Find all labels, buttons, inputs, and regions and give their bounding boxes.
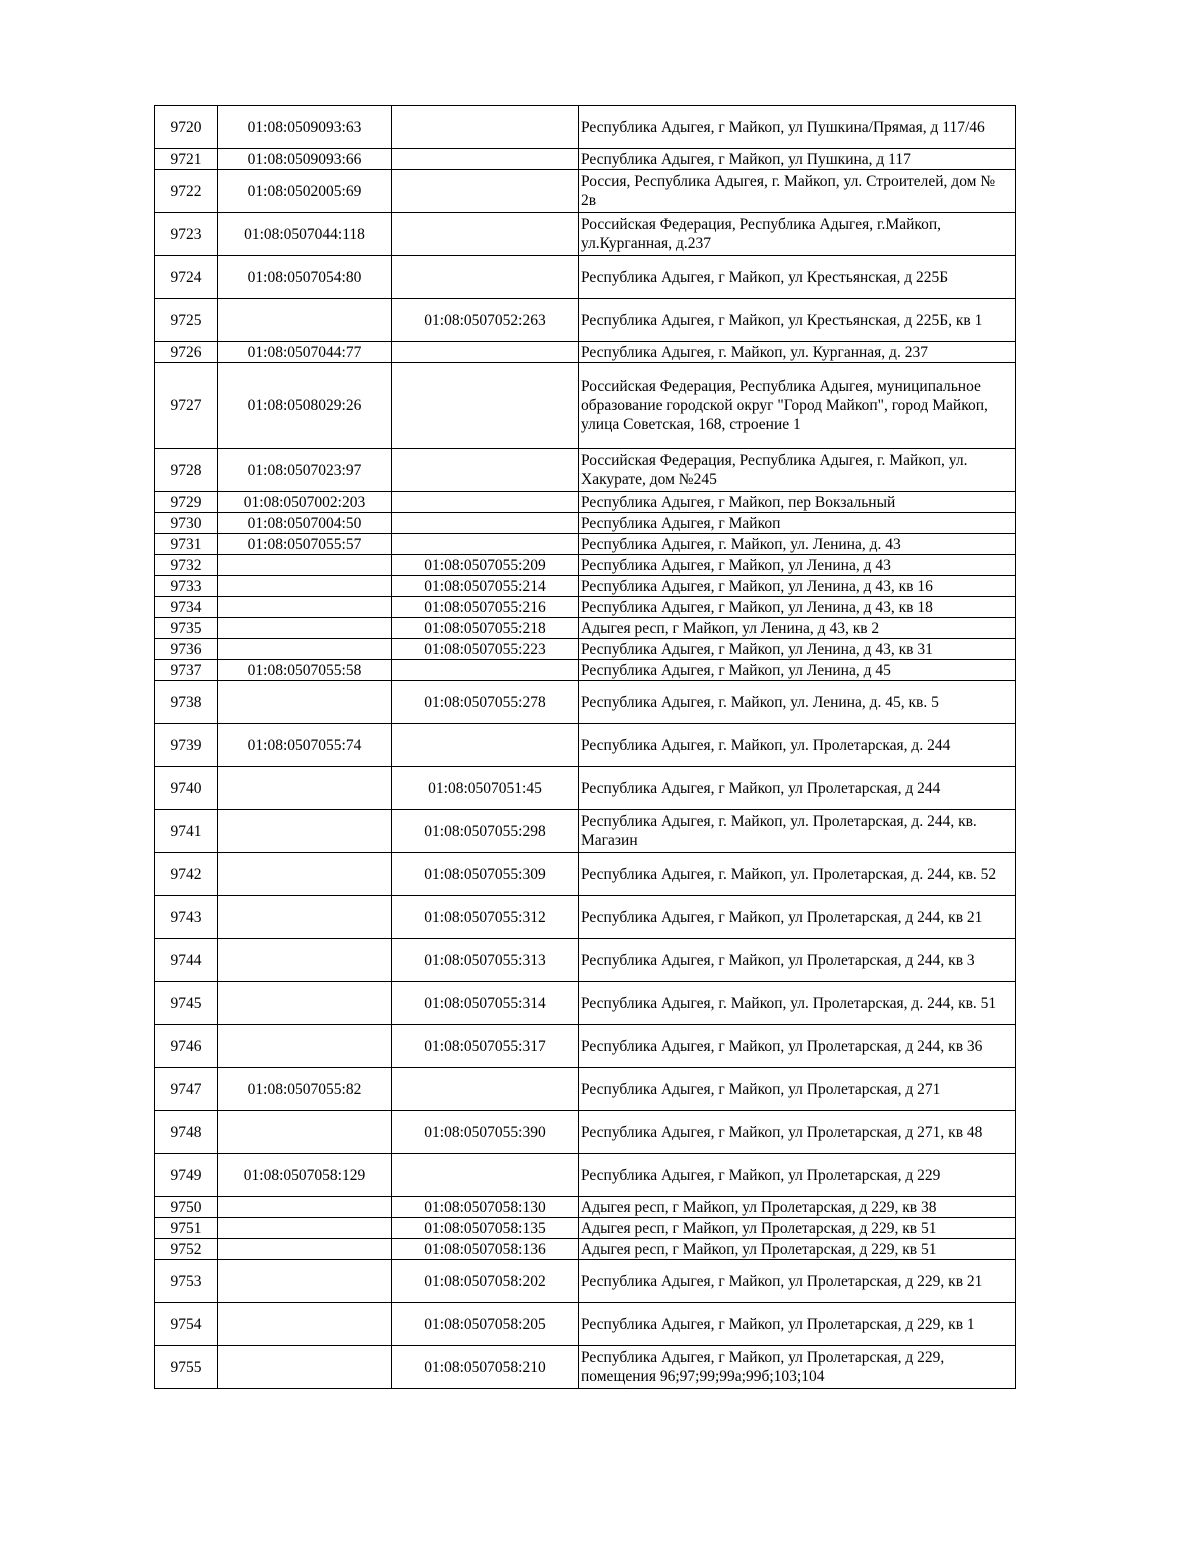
row-number-cell: 9734 [155, 597, 218, 618]
table-row [155, 681, 1016, 724]
table-row [155, 1111, 1016, 1154]
cadastral-number-cell [218, 853, 392, 896]
cadastral-number-cell: 01:08:0507055:82 [218, 1068, 392, 1111]
premises-cadastral-number-cell [392, 170, 579, 213]
table-row [155, 896, 1016, 939]
row-number-cell: 9737 [155, 660, 218, 681]
table-row [155, 724, 1016, 767]
address-cell: Республика Адыгея, г Майкоп, ул Пролетарская, д 244, кв 3 [579, 939, 1016, 982]
row-number-cell: 9740 [155, 767, 218, 810]
row-number-cell: 9745 [155, 982, 218, 1025]
premises-cadastral-number-cell [392, 149, 579, 170]
address-cell: Российская Федерация, Республика Адыгея, г. Майкоп, ул. Хакурате, дом №245 [579, 449, 1016, 492]
cadastral-number-cell: 01:08:0507054:80 [218, 256, 392, 299]
premises-cadastral-number-cell: 01:08:0507055:317 [392, 1025, 579, 1068]
premises-cadastral-number-cell: 01:08:0507055:218 [392, 618, 579, 639]
table-row [155, 1025, 1016, 1068]
premises-cadastral-number-cell: 01:08:0507058:210 [392, 1346, 579, 1389]
table-row [155, 449, 1016, 492]
address-cell: Российская Федерация, Республика Адыгея, г.Майкоп, ул.Курганная, д.237 [579, 213, 1016, 256]
address-cell: Республика Адыгея, г Майкоп, ул Пролетарская, д 244, кв 21 [579, 896, 1016, 939]
cadastral-number-cell: 01:08:0508029:26 [218, 363, 392, 449]
table-row [155, 810, 1016, 853]
address-cell: Республика Адыгея, г Майкоп, ул Пушкина, д 117 [579, 149, 1016, 170]
table-row [155, 1303, 1016, 1346]
cadastral-table [154, 105, 1016, 1389]
row-number-cell: 9723 [155, 213, 218, 256]
address-cell: Республика Адыгея, г Майкоп, ул Пролетарская, д 244 [579, 767, 1016, 810]
row-number-cell: 9747 [155, 1068, 218, 1111]
address-cell: Республика Адыгея, г Майкоп, ул Ленина, д 43, кв 16 [579, 576, 1016, 597]
premises-cadastral-number-cell: 01:08:0507055:313 [392, 939, 579, 982]
table-row [155, 534, 1016, 555]
row-number-cell: 9721 [155, 149, 218, 170]
row-number-cell: 9738 [155, 681, 218, 724]
table-row [155, 767, 1016, 810]
premises-cadastral-number-cell: 01:08:0507058:136 [392, 1239, 579, 1260]
cadastral-number-cell: 01:08:0507004:50 [218, 513, 392, 534]
premises-cadastral-number-cell [392, 256, 579, 299]
table-row [155, 1218, 1016, 1239]
row-number-cell: 9744 [155, 939, 218, 982]
cadastral-number-cell [218, 597, 392, 618]
table-row [155, 170, 1016, 213]
address-cell: Адыгея респ, г Майкоп, ул Пролетарская, д 229, кв 38 [579, 1197, 1016, 1218]
cadastral-number-cell [218, 810, 392, 853]
premises-cadastral-number-cell [392, 106, 579, 149]
address-cell: Республика Адыгея, г Майкоп, ул Пролетарская, д 244, кв 36 [579, 1025, 1016, 1068]
row-number-cell: 9751 [155, 1218, 218, 1239]
cadastral-number-cell: 01:08:0507044:118 [218, 213, 392, 256]
row-number-cell: 9736 [155, 639, 218, 660]
address-cell: Адыгея респ, г Майкоп, ул Пролетарская, д 229, кв 51 [579, 1218, 1016, 1239]
cadastral-number-cell: 01:08:0507058:129 [218, 1154, 392, 1197]
table-row [155, 1346, 1016, 1389]
table-row [155, 853, 1016, 896]
cadastral-number-cell [218, 767, 392, 810]
row-number-cell: 9748 [155, 1111, 218, 1154]
cadastral-number-cell [218, 555, 392, 576]
cadastral-number-cell [218, 1260, 392, 1303]
table-row [155, 639, 1016, 660]
row-number-cell: 9732 [155, 555, 218, 576]
premises-cadastral-number-cell: 01:08:0507055:209 [392, 555, 579, 576]
address-cell: Республика Адыгея, г. Майкоп, ул. Пролетарская, д. 244, кв. Магазин [579, 810, 1016, 853]
row-number-cell: 9741 [155, 810, 218, 853]
address-cell: Республика Адыгея, г Майкоп, пер Вокзальный [579, 492, 1016, 513]
table-row [155, 597, 1016, 618]
address-cell: Республика Адыгея, г. Майкоп, ул. Курганная, д. 237 [579, 342, 1016, 363]
row-number-cell: 9742 [155, 853, 218, 896]
table-row [155, 576, 1016, 597]
address-cell: Республика Адыгея, г Майкоп [579, 513, 1016, 534]
address-cell: Республика Адыгея, г Майкоп, ул Пролетарская, д 271 [579, 1068, 1016, 1111]
row-number-cell: 9750 [155, 1197, 218, 1218]
row-number-cell: 9735 [155, 618, 218, 639]
cadastral-number-cell: 01:08:0507002:203 [218, 492, 392, 513]
table-row [155, 1260, 1016, 1303]
address-cell: Адыгея респ, г Майкоп, ул Ленина, д 43, кв 2 [579, 618, 1016, 639]
address-cell: Республика Адыгея, г Майкоп, ул Ленина, д 45 [579, 660, 1016, 681]
premises-cadastral-number-cell [392, 513, 579, 534]
premises-cadastral-number-cell [392, 1154, 579, 1197]
cadastral-number-cell: 01:08:0507055:74 [218, 724, 392, 767]
row-number-cell: 9724 [155, 256, 218, 299]
cadastral-number-cell [218, 896, 392, 939]
address-cell: Российская Федерация, Республика Адыгея, муниципальное образование городской округ "Город Майкоп", город Майкоп, улица Советская, 168, строение 1 [579, 363, 1016, 449]
cadastral-number-cell: 01:08:0509093:66 [218, 149, 392, 170]
premises-cadastral-number-cell [392, 492, 579, 513]
row-number-cell: 9728 [155, 449, 218, 492]
premises-cadastral-number-cell [392, 449, 579, 492]
row-number-cell: 9730 [155, 513, 218, 534]
cadastral-number-cell: 01:08:0507044:77 [218, 342, 392, 363]
table-row [155, 660, 1016, 681]
premises-cadastral-number-cell: 01:08:0507055:223 [392, 639, 579, 660]
cadastral-number-cell [218, 576, 392, 597]
premises-cadastral-number-cell: 01:08:0507055:314 [392, 982, 579, 1025]
premises-cadastral-number-cell: 01:08:0507058:202 [392, 1260, 579, 1303]
table-row [155, 342, 1016, 363]
premises-cadastral-number-cell [392, 724, 579, 767]
cadastral-number-cell: 01:08:0507055:57 [218, 534, 392, 555]
table-row [155, 149, 1016, 170]
premises-cadastral-number-cell: 01:08:0507051:45 [392, 767, 579, 810]
premises-cadastral-number-cell: 01:08:0507055:216 [392, 597, 579, 618]
table-row [155, 982, 1016, 1025]
cadastral-number-cell [218, 681, 392, 724]
premises-cadastral-number-cell [392, 534, 579, 555]
row-number-cell: 9725 [155, 299, 218, 342]
cadastral-number-cell [218, 299, 392, 342]
table-row [155, 1197, 1016, 1218]
row-number-cell: 9752 [155, 1239, 218, 1260]
address-cell: Республика Адыгея, г. Майкоп, ул. Пролетарская, д. 244 [579, 724, 1016, 767]
premises-cadastral-number-cell [392, 363, 579, 449]
premises-cadastral-number-cell: 01:08:0507055:312 [392, 896, 579, 939]
address-cell: Республика Адыгея, г. Майкоп, ул. Ленина, д. 43 [579, 534, 1016, 555]
cadastral-number-cell [218, 618, 392, 639]
row-number-cell: 9749 [155, 1154, 218, 1197]
cadastral-number-cell [218, 1346, 392, 1389]
address-cell: Республика Адыгея, г Майкоп, ул Пролетарская, д 229 [579, 1154, 1016, 1197]
address-cell: Республика Адыгея, г Майкоп, ул Крестьянская, д 225Б [579, 256, 1016, 299]
premises-cadastral-number-cell [392, 1068, 579, 1111]
address-cell: Республика Адыгея, г Майкоп, ул Пролетарская, д 229, кв 1 [579, 1303, 1016, 1346]
address-cell: Адыгея респ, г Майкоп, ул Пролетарская, д 229, кв 51 [579, 1239, 1016, 1260]
table-row [155, 1154, 1016, 1197]
table-row [155, 618, 1016, 639]
premises-cadastral-number-cell: 01:08:0507055:309 [392, 853, 579, 896]
row-number-cell: 9755 [155, 1346, 218, 1389]
row-number-cell: 9727 [155, 363, 218, 449]
table-row [155, 363, 1016, 449]
table-body [155, 106, 1016, 1389]
row-number-cell: 9722 [155, 170, 218, 213]
cadastral-number-cell [218, 939, 392, 982]
row-number-cell: 9753 [155, 1260, 218, 1303]
table-row [155, 106, 1016, 149]
premises-cadastral-number-cell: 01:08:0507058:135 [392, 1218, 579, 1239]
table-row [155, 1239, 1016, 1260]
table-row [155, 492, 1016, 513]
cadastral-number-cell: 01:08:0509093:63 [218, 106, 392, 149]
cadastral-number-cell [218, 1239, 392, 1260]
address-cell: Республика Адыгея, г. Майкоп, ул. Пролетарская, д. 244, кв. 51 [579, 982, 1016, 1025]
address-cell: Республика Адыгея, г Майкоп, ул Ленина, д 43, кв 18 [579, 597, 1016, 618]
table-row [155, 299, 1016, 342]
cadastral-number-cell [218, 1218, 392, 1239]
address-cell: Республика Адыгея, г Майкоп, ул Ленина, д 43, кв 31 [579, 639, 1016, 660]
address-cell: Республика Адыгея, г Майкоп, ул Пушкина/Прямая, д 117/46 [579, 106, 1016, 149]
cadastral-number-cell: 01:08:0507055:58 [218, 660, 392, 681]
row-number-cell: 9746 [155, 1025, 218, 1068]
premises-cadastral-number-cell [392, 660, 579, 681]
cadastral-number-cell [218, 1197, 392, 1218]
premises-cadastral-number-cell: 01:08:0507058:130 [392, 1197, 579, 1218]
premises-cadastral-number-cell [392, 342, 579, 363]
table-row [155, 939, 1016, 982]
premises-cadastral-number-cell: 01:08:0507058:205 [392, 1303, 579, 1346]
table-row [155, 256, 1016, 299]
row-number-cell: 9754 [155, 1303, 218, 1346]
address-cell: Республика Адыгея, г Майкоп, ул Крестьянская, д 225Б, кв 1 [579, 299, 1016, 342]
row-number-cell: 9726 [155, 342, 218, 363]
row-number-cell: 9739 [155, 724, 218, 767]
cadastral-number-cell: 01:08:0502005:69 [218, 170, 392, 213]
premises-cadastral-number-cell: 01:08:0507055:298 [392, 810, 579, 853]
table-row [155, 513, 1016, 534]
row-number-cell: 9720 [155, 106, 218, 149]
address-cell: Республика Адыгея, г. Майкоп, ул. Ленина, д. 45, кв. 5 [579, 681, 1016, 724]
address-cell: Республика Адыгея, г. Майкоп, ул. Пролетарская, д. 244, кв. 52 [579, 853, 1016, 896]
row-number-cell: 9731 [155, 534, 218, 555]
premises-cadastral-number-cell [392, 213, 579, 256]
row-number-cell: 9743 [155, 896, 218, 939]
premises-cadastral-number-cell: 01:08:0507055:390 [392, 1111, 579, 1154]
address-cell: Россия, Республика Адыгея, г. Майкоп, ул. Строителей, дом № 2в [579, 170, 1016, 213]
cadastral-number-cell: 01:08:0507023:97 [218, 449, 392, 492]
premises-cadastral-number-cell: 01:08:0507052:263 [392, 299, 579, 342]
row-number-cell: 9729 [155, 492, 218, 513]
address-cell: Республика Адыгея, г Майкоп, ул Пролетарская, д 271, кв 48 [579, 1111, 1016, 1154]
cadastral-number-cell [218, 982, 392, 1025]
table-row [155, 555, 1016, 576]
row-number-cell: 9733 [155, 576, 218, 597]
table-row [155, 213, 1016, 256]
cadastral-number-cell [218, 1025, 392, 1068]
address-cell: Республика Адыгея, г Майкоп, ул Пролетарская, д 229, помещения 96;97;99;99а;99б;103;104 [579, 1346, 1016, 1389]
premises-cadastral-number-cell: 01:08:0507055:214 [392, 576, 579, 597]
cadastral-number-cell [218, 1303, 392, 1346]
premises-cadastral-number-cell: 01:08:0507055:278 [392, 681, 579, 724]
address-cell: Республика Адыгея, г Майкоп, ул Пролетарская, д 229, кв 21 [579, 1260, 1016, 1303]
table-row [155, 1068, 1016, 1111]
cadastral-number-cell [218, 639, 392, 660]
cadastral-number-cell [218, 1111, 392, 1154]
address-cell: Республика Адыгея, г Майкоп, ул Ленина, д 43 [579, 555, 1016, 576]
